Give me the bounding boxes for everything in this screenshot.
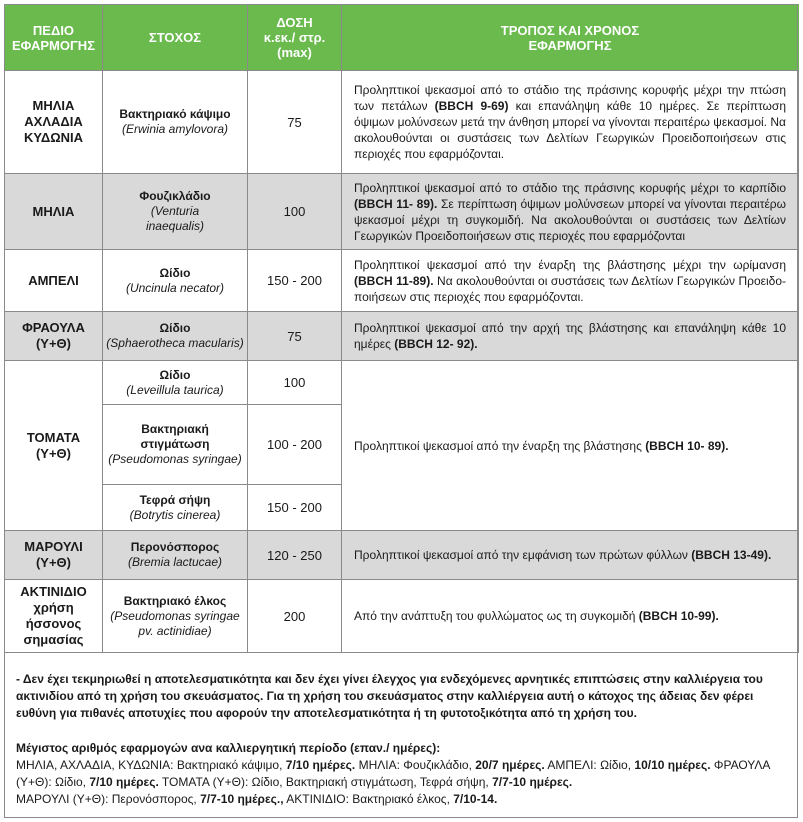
method-cell: Προληπτικοί ψεκασμοί από το στάδιο της πράσινης κορυφής μέχρι την πτώση των πετάλων (BBCH 9-69) και επανάληψη κάθε 10 ημέρες. Σε περίπτωση όψιμων μολύνσεων μετά την άνθηση μπορεί να γίνονται περαιτέρω ψεκασμοί. Να ακολουθούνται οι συστάσεις των Δελτίων Γεωργικών Προειδοποιήσεων στις περιοχές που εφαρμόζονται.: [342, 71, 799, 174]
max-applications-body: ΜΗΛΙΑ, ΑΧΛΑΔΙΑ, ΚΥΔΩΝΙΑ: Βακτηριακό κάψιμο, 7/10 ημέρες. ΜΗΛΙΑ: Φουζικλάδιο, 20/7 ημέρες. ΑΜΠΕΛΙ: Ωίδιο, 10/10 ημέρες. ΦΡΑΟΥΛΑ (Υ+Θ): Ωίδιο, 7/10 ημέρες. ΤΟΜΑΤΑ (Υ+Θ): Ωίδιο, Βακτηριακή στιγμάτωση, Τεφρά σήψη, 7/7-10 ημέρες. ΜΑΡΟΥΛΙ (Υ+Θ): Περονόσπορος, 7/7-10 ημέρες., ΑΚΤΙΝΙΔΙΟ: Βακτηριακό έλκος, 7/10-14.: [16, 758, 770, 806]
target-scientific: (Erwinia amylovora): [121, 122, 229, 136]
dose-cell: 100 - 200: [248, 405, 342, 485]
target-name: Βακτηριακή στιγμάτωση: [140, 422, 210, 451]
header-dose: ΔΟΣΗ κ.εκ./ στρ. (max): [248, 5, 342, 71]
target-scientific: (Venturia inaequalis): [145, 204, 205, 233]
target-scientific: (Leveillula taurica): [126, 382, 224, 397]
target-name: Βακτηριακό έλκος: [123, 593, 227, 608]
header-target: ΣΤΟΧΟΣ: [103, 5, 248, 71]
dose-cell: 120 - 250: [248, 531, 342, 580]
field-cell: ΜΗΛΙΑ ΑΧΛΑΔΙΑ ΚΥΔΩΝΙΑ: [5, 71, 103, 174]
dose-cell: 75: [248, 312, 342, 361]
header-field: ΠΕΔΙΟ ΕΦΑΡΜΟΓΗΣ: [5, 5, 103, 71]
method-cell: Προληπτικοί ψεκασμοί από την έναρξη της βλάστησης μέχρι την ωρίμανση (BBCH 11-89). Να ακολουθούνται οι συστάσεις των Δελτίων Γεωργικών Προειδο-ποιήσεων στις περιοχές που εφαρμόζονται.: [342, 250, 799, 312]
method-cell: Προληπτικοί ψεκασμοί από την εμφάνιση των πρώτων φύλλων (BBCH 13-49).: [342, 531, 799, 580]
field-cell: ΦΡΑΟΥΛΑ (Υ+Θ): [5, 312, 103, 361]
target-scientific: (Pseudomonas syringae): [108, 452, 242, 466]
target-name: Ωίδιο: [159, 367, 191, 382]
target-name: Φουζικλάδιο: [139, 189, 211, 203]
field-cell: ΑΚΤΙΝΙΔΙΟ χρήση ήσσονος σημασίας: [5, 580, 103, 653]
target-scientific: (Bremia lactucae): [127, 555, 223, 569]
dose-cell: 75: [248, 71, 342, 174]
target-scientific: (Botrytis cinerea): [129, 507, 221, 522]
dose-cell: 100: [248, 174, 342, 250]
target-name: Τεφρά σήψη: [139, 492, 211, 507]
max-applications-title: Μέγιστος αριθμός εφαρμογών ανα καλλιεργητική περίοδο (επαν./ ημέρες):: [16, 741, 441, 755]
target-scientific: (Pseudomonas syringae pv. actinidiae): [110, 608, 240, 638]
target-name: Ωίδιο: [159, 265, 191, 280]
notes-section: [16, 671, 788, 808]
dose-cell: 150 - 200: [248, 250, 342, 312]
dose-cell: 200: [248, 580, 342, 653]
target-name: Περονόσπορος: [130, 540, 220, 554]
field-cell: ΑΜΠΕΛΙ: [5, 250, 103, 312]
method-cell: Προληπτικοί ψεκασμοί από την έναρξη της βλάστησης (BBCH 10- 89).: [342, 361, 799, 531]
target-scientific: (Uncinula necator): [125, 280, 225, 295]
kiwi-warning: - Δεν έχει τεκμηριωθεί η αποτελεσματικότητα και δεν έχει γίνει έλεγχος για ενδεχόμενες αρνητικές επιπτώσεις στην καλλιέργεια του ακτινιδίου από τη χρήση του σκευάσματος. Για τη χρήση του σκευάσματος στην καλλιέργεια αυτή ο κάτοχος της άδειας δεν φέρει ευθύνη για πιθανές αποτυχίες που αφορούν την αποτελεσματικότητα ή τη φυτοτοξικότητα από τη χρήση του.: [16, 672, 763, 720]
field-cell: ΜΗΛΙΑ: [5, 174, 103, 250]
method-cell: Από την ανάπτυξη του φυλλώματος ως τη συγκομιδή (BBCH 10-99).: [342, 580, 799, 653]
method-cell: Προληπτικοί ψεκασμοί από την αρχή της βλάστησης και επανάληψη κάθε 10 ημέρες (BBCH 12- 92).: [342, 312, 799, 361]
method-cell: Προληπτικοί ψεκασμοί από το στάδιο της πράσινης κορυφής μέχρι το καρπίδιο (BBCH 11- 89). Σε περίπτωση όψιμων μολύνσεων μπορεί να γίνονται περαιτέρω ψεκασμοί μέχρι τη συγκομιδή. Να ακολουθούνται οι συστάσεις των Δελτίων Γεωργικών Προειδοποιήσεων στις περιοχές που εφαρμόζονται: [342, 174, 799, 250]
dose-cell: 100: [248, 361, 342, 405]
field-cell: ΤΟΜΑΤΑ (Υ+Θ): [5, 361, 103, 531]
dose-cell: 150 - 200: [248, 485, 342, 531]
field-cell: ΜΑΡΟΥΛΙ (Υ+Θ): [5, 531, 103, 580]
target-name: Ωίδιο: [159, 321, 191, 335]
target-name: Βακτηριακό κάψιμο: [119, 107, 231, 121]
target-scientific: (Sphaerotheca macularis): [106, 336, 244, 350]
header-method: ΤΡΟΠΟΣ ΚΑΙ ΧΡΟΝΟΣ ΕΦΑΡΜΟΓΗΣ: [342, 5, 799, 71]
